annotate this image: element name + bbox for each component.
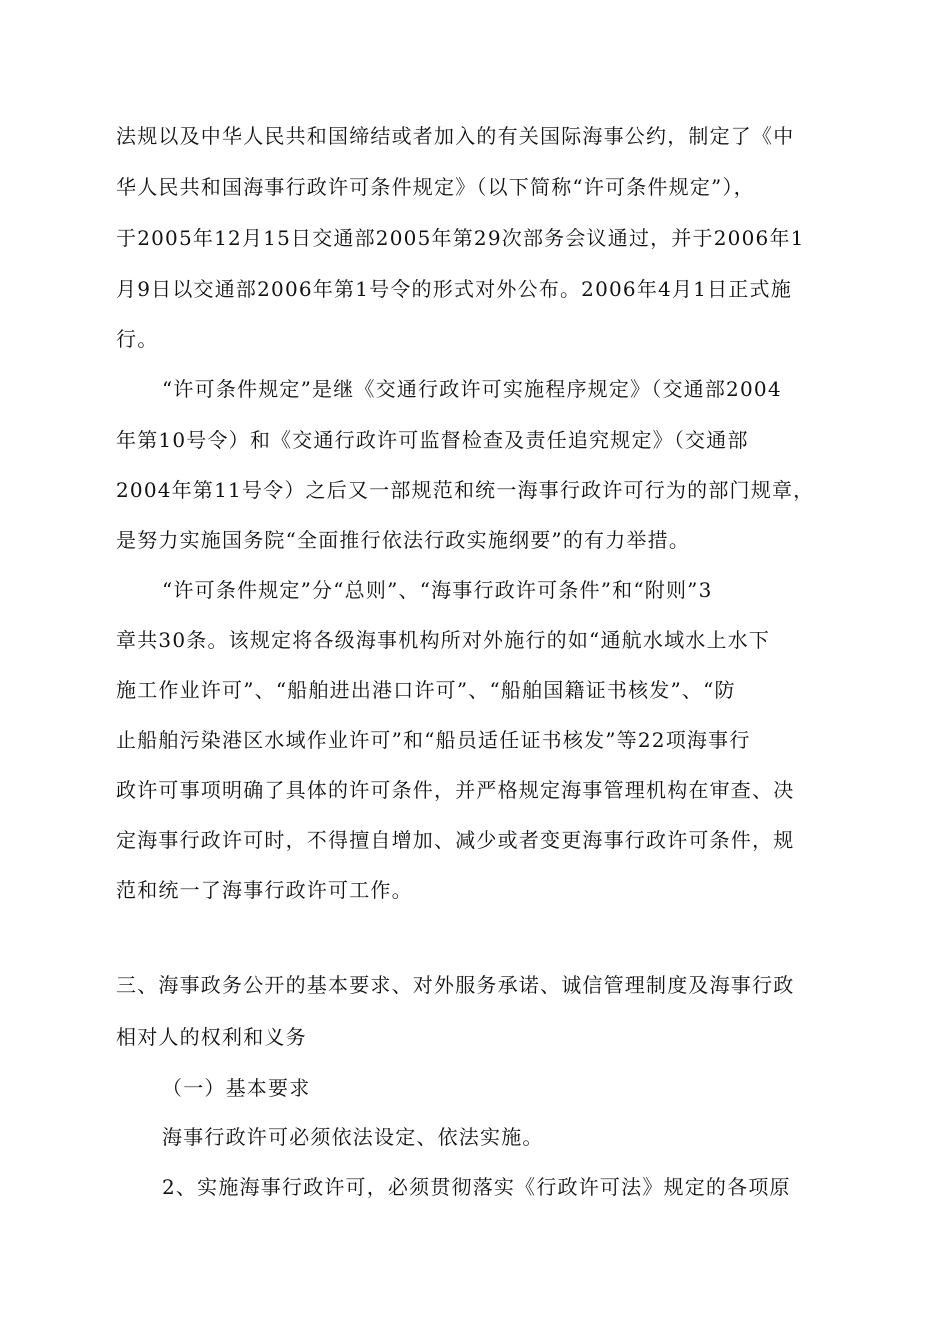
section3-subheading: （一）基本要求 <box>162 1076 311 1100</box>
paragraph3-line-6: 定海事行政许可时，不得擅自增加、减少或者变更海事行政许可条件，规 <box>116 828 795 852</box>
paragraph1-line-3: 于2005年12月15日交通部2005年第29次部务会议通过，并于2006年1 <box>116 226 805 250</box>
paragraph2-line-3: 2004年第11号令）之后又一部规范和统一海事行政许可行为的部门规章， <box>116 478 815 502</box>
section3-item-2: 2、实施海事行政许可，必须贯彻落实《行政许可法》规定的各项原 <box>162 1175 791 1199</box>
paragraph3-line-3: 施工作业许可”、“船舶进出港口许可”、“船舶国籍证书核发”、“防 <box>116 678 736 702</box>
paragraph3-line-7: 范和统一了海事行政许可工作。 <box>116 878 413 902</box>
paragraph3-line-5: 政许可事项明确了具体的许可条件，并严格规定海事管理机构在审查、决 <box>116 778 795 802</box>
paragraph3-line-1: “许可条件规定”分“总则”、“海事行政许可条件”和“附则”3 <box>162 578 713 602</box>
paragraph3-line-4: 止船舶污染港区水域作业许可”和“船员适任证书核发”等22项海事行 <box>116 728 751 752</box>
section3-heading-line-1: 三、海事政务公开的基本要求、对外服务承诺、诚信管理制度及海事行政 <box>116 973 795 997</box>
paragraph1-line-1: 法规以及中华人民共和国缔结或者加入的有关国际海事公约，制定了《中 <box>116 124 795 148</box>
paragraph1-line-2: 华人民共和国海事行政许可条件规定》（以下简称“许可条件规定”）， <box>116 175 755 199</box>
paragraph2-line-1: “许可条件规定”是继《交通行政许可实施程序规定》（交通部2004 <box>162 377 782 401</box>
paragraph3-line-2: 章共30条。该规定将各级海事机构所对外施行的如“通航水域水上水下 <box>116 628 771 652</box>
section3-item-1: 海事行政许可必须依法设定、依法实施。 <box>162 1125 544 1149</box>
paragraph1-line-5: 行。 <box>116 327 159 351</box>
paragraph2-line-2: 年第10号令）和《交通行政许可监督检查及责任追究规定》（交通部 <box>116 428 749 452</box>
section3-heading-line-2: 相对人的权利和义务 <box>116 1025 307 1049</box>
paragraph2-line-4: 是努力实施国务院“全面推行依法行政实施纲要”的有力举措。 <box>116 528 691 552</box>
paragraph1-line-4: 月9日以交通部2006年第1号令的形式对外公布。2006年4月1日正式施 <box>116 277 792 301</box>
